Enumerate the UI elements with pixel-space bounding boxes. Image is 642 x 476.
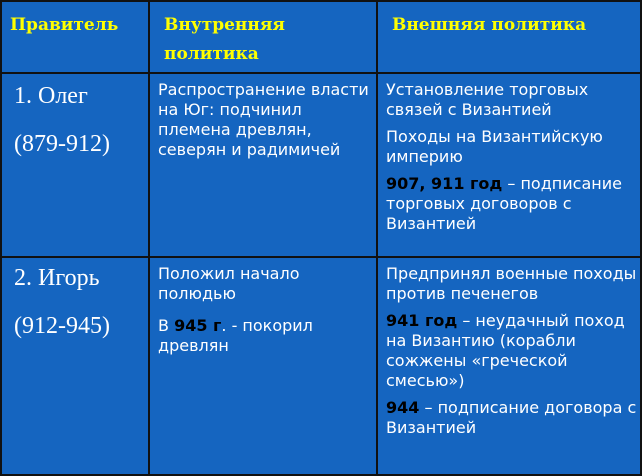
ruler-years: (879-912) xyxy=(14,131,110,157)
external-policy-oleg xyxy=(386,80,638,241)
external-item: Установление торговых связей с Византией xyxy=(386,80,589,119)
header-external: Внешняя политика xyxy=(392,15,587,35)
header-internal-line1: Внутренняя xyxy=(164,15,285,35)
ruler-name: 1. Олег xyxy=(14,83,88,109)
external-policy-igor xyxy=(386,264,638,445)
date-highlight: 944 xyxy=(386,398,420,417)
external-item: 944 – подписание договора с Византией xyxy=(386,398,637,437)
header-internal xyxy=(164,12,374,68)
internal-item: Положил начало полюдью xyxy=(158,264,300,303)
internal-policy-igor xyxy=(158,264,374,363)
date-highlight: 907, 911 год xyxy=(386,174,503,193)
ruler-years: (912-945) xyxy=(14,313,110,339)
date-highlight: 945 г xyxy=(174,316,222,335)
row-divider xyxy=(2,256,640,258)
ruler-cell-oleg xyxy=(14,82,146,158)
external-item: 941 год – неудачный поход на Византию (корабли сожжены «греческой смесью») xyxy=(386,311,625,390)
internal-item: В 945 г. - покорил древлян xyxy=(158,316,313,355)
header-internal-line2: политика xyxy=(164,44,259,64)
internal-policy-oleg: Распространение власти на Юг: подчинил племена древлян, северян и радимичей xyxy=(158,80,369,159)
external-item: Походы на Византийскую империю xyxy=(386,127,603,166)
ruler-name: 2. Игорь xyxy=(14,265,100,291)
ruler-cell-igor xyxy=(14,264,146,340)
header-ruler: Правитель xyxy=(10,15,119,35)
row-divider xyxy=(2,72,640,74)
external-item: Предпринял военные походы против печенегов xyxy=(386,264,637,303)
external-item: 907, 911 год – подписание торговых договоров с Византией xyxy=(386,174,622,233)
date-highlight: 941 год xyxy=(386,311,458,330)
